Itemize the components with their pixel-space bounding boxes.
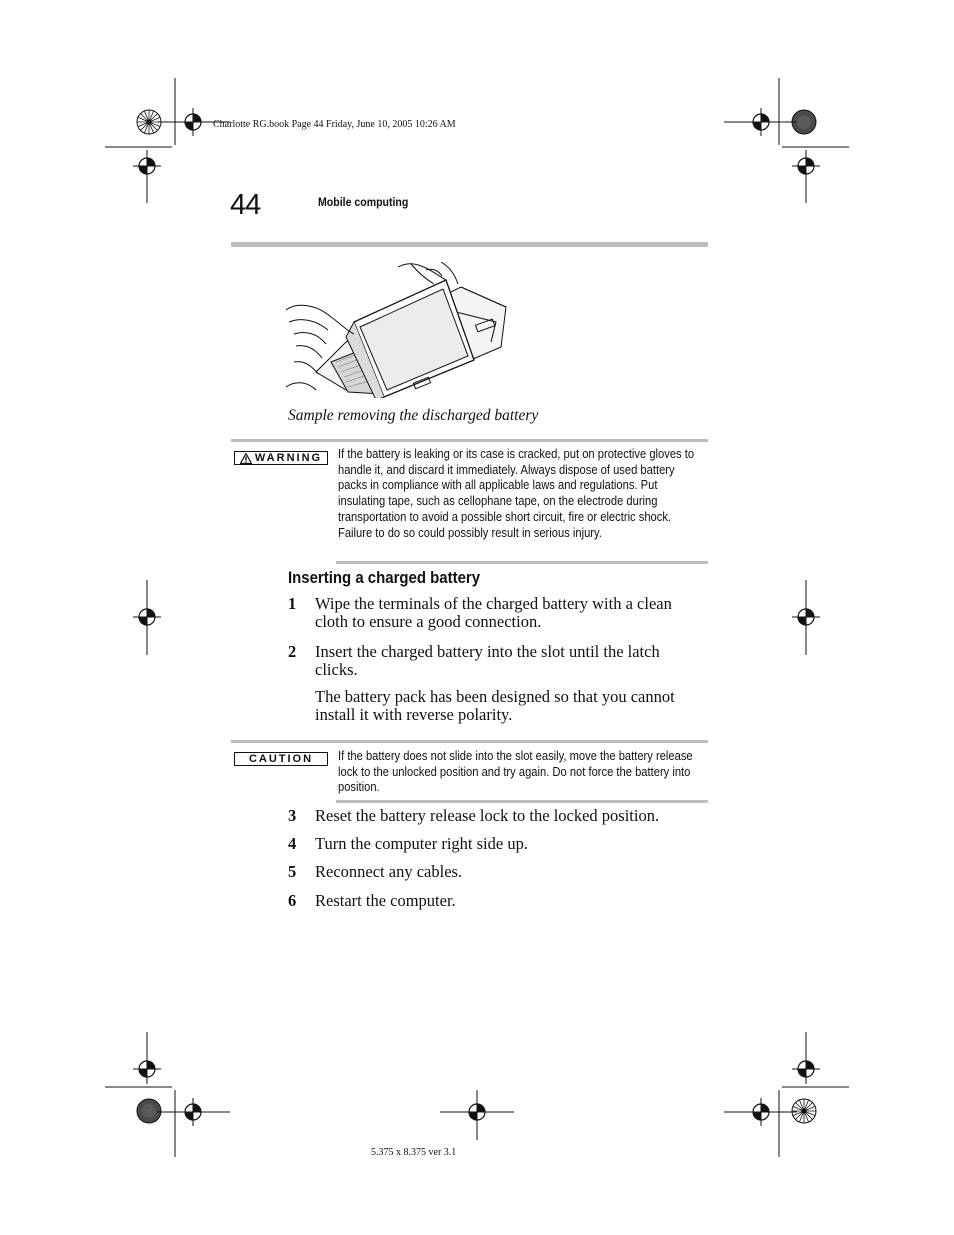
step-text: Reset the battery release lock to the locked position. xyxy=(315,806,660,825)
page-number: 44 xyxy=(230,189,261,221)
step-number: 6 xyxy=(288,891,297,910)
caution-text: If the battery does not slide into the slot easily, move the battery release lock to the unlocked position and try again. Do not force the battery into position. xyxy=(338,748,693,795)
step-number: 5 xyxy=(288,862,297,881)
caution-bottom-rule xyxy=(336,800,708,803)
warning-top-rule xyxy=(231,439,708,442)
step-text: Turn the computer right side up. xyxy=(315,834,528,853)
running-head: Mobile computing xyxy=(318,195,409,209)
caution-badge-label: CAUTION xyxy=(248,753,314,765)
battery-removal-illustration xyxy=(286,262,508,398)
step-text: Insert the charged battery into the slot until the latch clicks. xyxy=(315,642,660,679)
print-header: Charlotte RG.book Page 44 Friday, June 10, 2005 10:26 AM xyxy=(213,119,456,130)
step-number: 3 xyxy=(288,806,297,825)
step-note: The battery pack has been designed so that you cannot install it with reverse polarity. xyxy=(315,687,675,724)
warning-badge xyxy=(234,451,328,465)
footer-version: 5.375 x 8.375 ver 3.1 xyxy=(371,1147,457,1158)
caution-top-rule xyxy=(231,740,708,743)
step-number: 2 xyxy=(288,642,297,661)
warning-bottom-rule xyxy=(336,561,708,564)
section-heading: Inserting a charged battery xyxy=(288,568,481,587)
step-text: Reconnect any cables. xyxy=(315,862,463,881)
warning-badge-label: WARNING xyxy=(254,452,323,464)
caution-badge xyxy=(234,752,328,766)
header-rule xyxy=(231,242,708,247)
step-text: Restart the computer. xyxy=(315,891,456,910)
step-number: 4 xyxy=(288,834,297,853)
step-text: Wipe the terminals of the charged battery with a clean cloth to ensure a good connection. xyxy=(315,594,672,631)
figure-caption: Sample removing the discharged battery xyxy=(288,407,539,424)
step-number: 1 xyxy=(288,594,297,613)
warning-triangle-icon xyxy=(240,453,252,464)
warning-text: If the battery is leaking or its case is cracked, put on protective gloves to handle it, and discard it immediately. Always dispose of used battery packs in compliance with all applicable laws and regulations. Put insulating tape, such as cellophane tape, on the electrode during transportation to avoid a possible short circuit, fire or electric shock. Failure to do so could possibly result in serious injury. xyxy=(338,446,695,540)
